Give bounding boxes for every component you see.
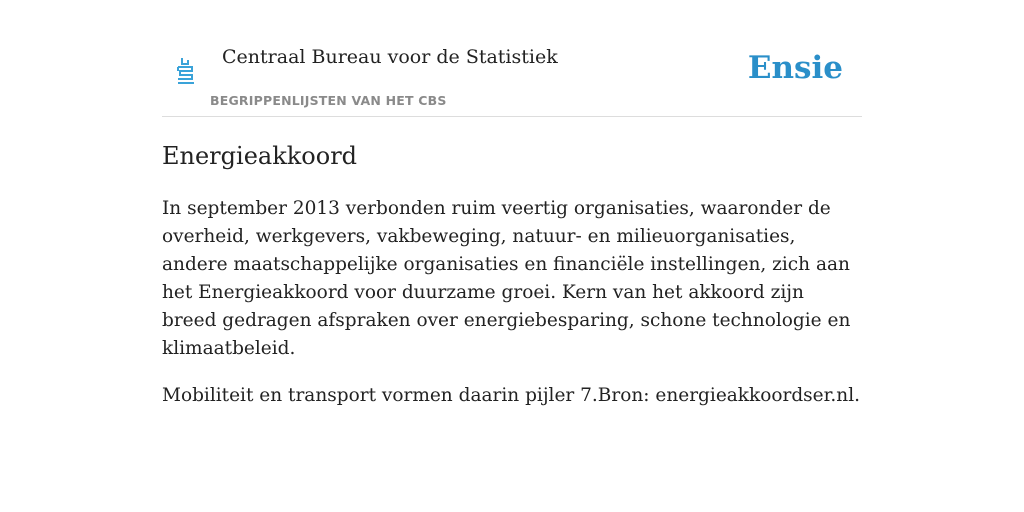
glossary-subtitle[interactable]: BEGRIPPENLIJSTEN VAN HET CBS [210, 93, 447, 108]
page-container [162, 0, 862, 410]
page-title: Energieakkoord [162, 142, 358, 170]
cbs-logo-icon[interactable] [176, 57, 196, 85]
ensie-brand-logo[interactable]: Ensie [747, 50, 843, 86]
article-paragraph: In september 2013 verbonden ruim veertig organisaties, waaronder de overheid, werkgevers, vakbeweging, natuur- en milieuorganisaties, andere maatschappelijke organisaties en financiële instellingen, zich aan het Energieakkoord voor duurzame groei. Kern van het akkoord zijn breed gedragen afspraken over energiebesparing, schone technologie en klimaatbeleid. [162, 198, 851, 359]
article-paragraph: Mobiliteit en transport vormen daarin pijler 7.Bron: energieakkoordser.nl. [162, 385, 861, 406]
article-body [162, 195, 862, 410]
site-header [162, 0, 862, 117]
organization-name[interactable]: Centraal Bureau voor de Statistiek [222, 46, 558, 68]
